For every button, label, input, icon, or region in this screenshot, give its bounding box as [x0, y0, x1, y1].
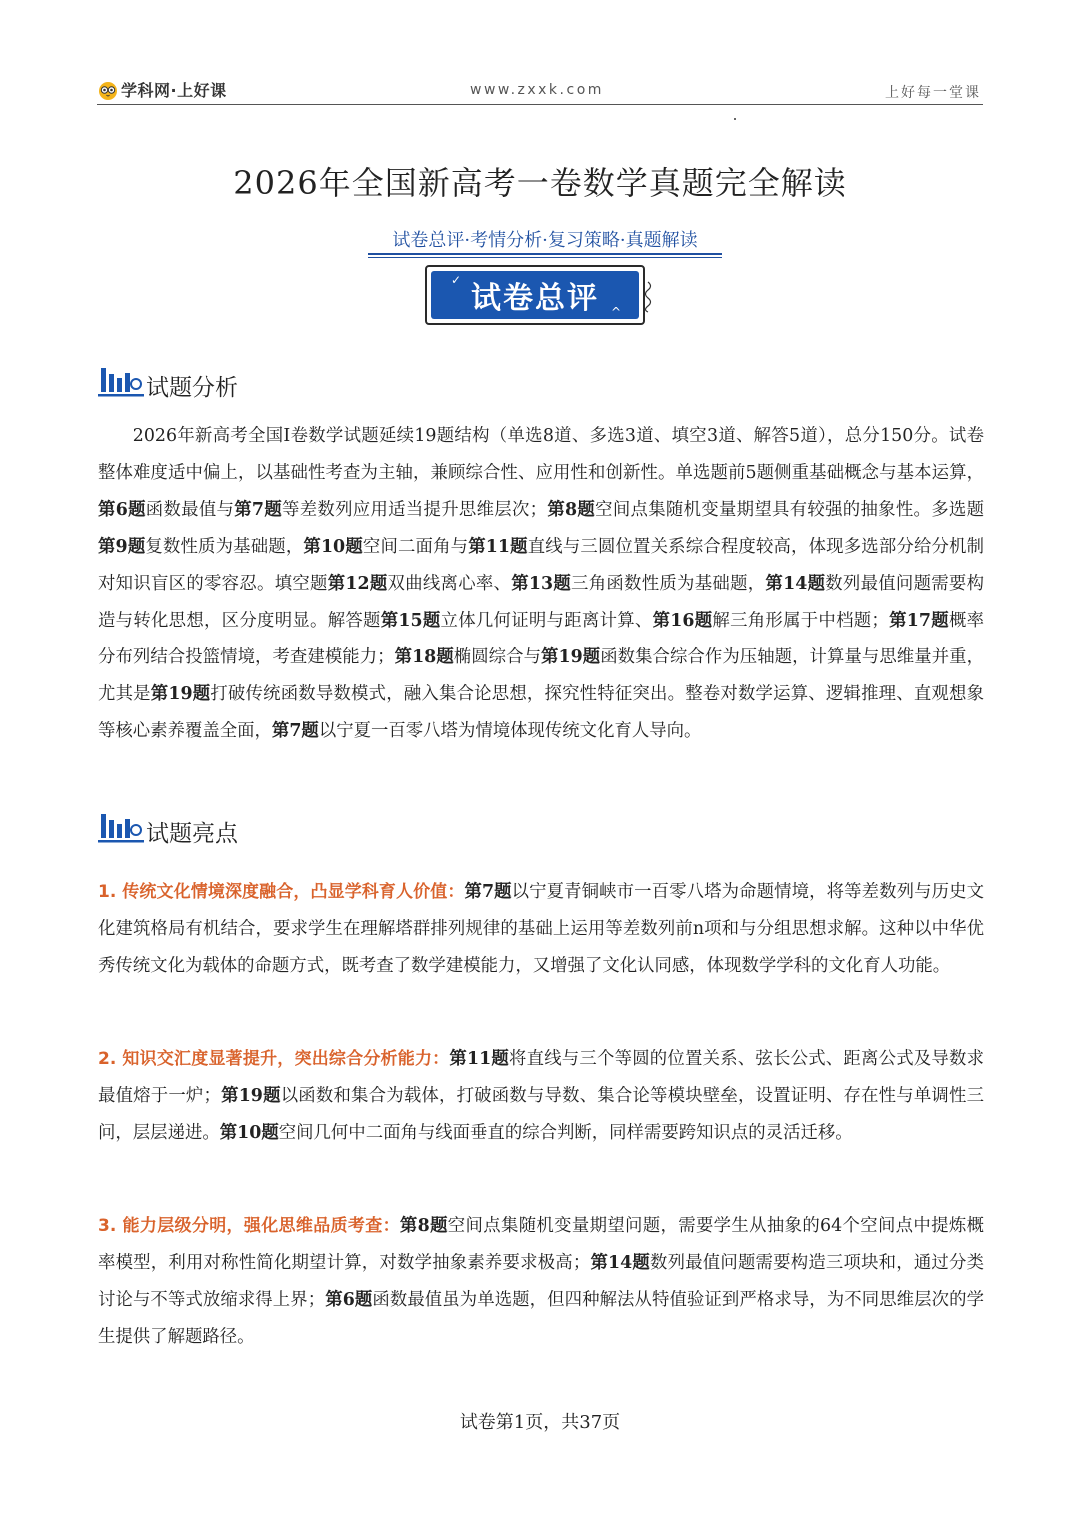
highlight-heading-2: 2. 知识交汇度显著提升，突出综合分析能力：	[98, 1049, 450, 1069]
analysis-text: 打破传统函数导数模式，融入集合论思想，探究性特征突出。整卷对数学运算、逻辑推理、直观想象等核心素养覆盖全面，	[98, 684, 984, 742]
page-number: 试卷第1页，共37页	[459, 1412, 621, 1433]
analysis-text: 双曲线离心率、	[387, 573, 512, 594]
highlight-item-1	[98, 874, 984, 985]
analysis-question-ref: 第18题	[394, 647, 454, 668]
analysis-question-ref: 第8题	[547, 499, 596, 520]
analysis-text: 直线与三圆位置关系综合程度较高，体现多选部分给分机制对知识盲区的零容忍。填空题	[98, 536, 984, 594]
highlight-text: 空间几何中二面角与线面垂直的综合判断，同样需要跨知识点的灵活迁移。	[278, 1123, 853, 1143]
section-heading-highlights	[98, 810, 238, 846]
page-header	[97, 74, 983, 105]
dot-mark	[734, 118, 736, 120]
bar-chart-icon	[98, 810, 144, 846]
badge-text: 试卷总评	[471, 281, 599, 316]
logo[interactable]	[97, 78, 227, 101]
subtitle-text: 试卷总评·考情分析·复习策略·真题解读	[392, 230, 698, 251]
bar-chart-icon	[98, 364, 144, 400]
analysis-text: 以宁夏一百零八塔为情境体现传统文化育人导向。	[318, 721, 702, 742]
analysis-question-ref: 第14题	[765, 573, 826, 594]
highlight-question-ref: 第14题	[590, 1253, 651, 1273]
analysis-text: 2026年新高考全国I卷数学试题延续19题结构（单选8道、多选3道、填空3道、解答5道），总分150分。试卷整体难度适中偏上，以基础性考查为主轴，兼顾综合性、应用性和创新性。单选题前5题侧重基础概念与基本运算，	[98, 426, 984, 483]
highlight-heading-3: 3. 能力层级分明，强化思维品质考查：	[98, 1216, 400, 1236]
highlight-item-2	[98, 1041, 984, 1152]
analysis-text: 解三角形属于中档题；	[712, 610, 889, 631]
highlight-question-ref: 第11题	[449, 1049, 509, 1069]
analysis-question-ref: 第16题	[652, 610, 713, 631]
site-url[interactable]: www.zxxk.com	[470, 82, 604, 98]
analysis-question-ref: 第15题	[380, 610, 441, 631]
highlight-heading-1: 1. 传统文化情境深度融合，凸显学科育人价值：	[98, 882, 465, 902]
analysis-question-ref: 第13题	[511, 573, 572, 594]
highlight-question-ref: 第7题	[464, 882, 512, 902]
highlight-text: 以函数和集合为载体，打破函数与导数、集合论等模块壁垒，设置证明、存在性与单调性三问，层层递进。	[98, 1086, 984, 1143]
slogan: 上好每一堂课	[885, 85, 981, 101]
analysis-text: 空间点集随机变量期望具有较强的抽象性。多选题	[595, 499, 984, 520]
highlight-text: 数列最值问题需要构造三项块和，通过分类讨论与不等式放缩求得上界；	[98, 1253, 984, 1310]
analysis-text: 复数性质为基础题，	[145, 536, 304, 557]
analysis-text: 概率分布列结合投篮情境，考查建模能力；	[98, 610, 984, 668]
section-title-highlights: 试题亮点	[146, 821, 238, 847]
analysis-question-ref: 第6题	[98, 499, 146, 520]
analysis-question-ref: 第17题	[888, 610, 949, 631]
highlight-question-ref: 第8题	[399, 1216, 448, 1236]
highlight-text: 空间点集随机变量期望问题，需要学生从抽象的64个空间点中提炼概率模型，利用对称性简化期望计算，对数学抽象素养要求极高；	[98, 1216, 984, 1273]
analysis-text: 等差数列应用适当提升思维层次；	[282, 499, 548, 520]
analysis-question-ref: 第19题	[541, 647, 601, 668]
subtitle-underline	[368, 253, 722, 255]
subtitle-underline-thin	[368, 257, 722, 258]
analysis-text: 立体几何证明与距离计算、	[440, 610, 653, 631]
highlight-question-ref: 第6题	[325, 1290, 373, 1310]
section-badge	[425, 265, 645, 325]
analysis-question-ref: 第10题	[303, 536, 363, 557]
highlight-item-3	[98, 1208, 984, 1356]
highlight-text: 将直线与三个等圆的位置关系、弦长公式、距离公式及导数求最值熔于一炉；	[98, 1049, 984, 1106]
section-title-analysis: 试题分析	[146, 375, 238, 401]
badge-inner	[431, 271, 639, 319]
highlight-text: 函数最值虽为单选题，但四种解法从特值验证到严格求导，为不同思维层次的学生提供了解题路径。	[98, 1290, 984, 1347]
analysis-paragraph	[98, 418, 984, 750]
squiggle-icon	[645, 281, 655, 313]
subtitle-link[interactable]	[368, 226, 722, 258]
highlight-question-ref: 第19题	[220, 1086, 281, 1106]
analysis-text: 数列最值问题需要构造与转化思想，区分度明显。解答题	[98, 573, 984, 631]
analysis-text: 函数最值与	[145, 499, 235, 520]
analysis-question-ref: 第9题	[98, 536, 146, 557]
analysis-question-ref: 第11题	[468, 536, 528, 557]
badge-check-icon: ✓	[451, 273, 462, 287]
analysis-question-ref: 第12题	[327, 573, 388, 594]
highlight-text: 以宁夏青铜峡市一百零八塔为命题情境，将等差数列与历史文化建筑格局有机结合，要求学生在理解塔群排列规律的基础上运用等差数列前n项和与分组思想求解。这种以中华优秀传统文化为载体的命题方式，既考查了数学建模能力，又增强了文化认同感，体现数学学科的文化育人功能。	[98, 882, 984, 976]
analysis-text: 三角函数性质为基础题，	[571, 573, 766, 594]
analysis-text: 椭圆综合与	[453, 647, 542, 668]
section-heading-analysis	[98, 364, 238, 400]
analysis-question-ref: 第19题	[150, 684, 211, 705]
logo-text: 学科网·上好课	[121, 81, 227, 100]
highlight-question-ref: 第10题	[219, 1123, 279, 1143]
analysis-text: 空间二面角与	[362, 536, 469, 557]
analysis-question-ref: 第7题	[234, 499, 283, 520]
analysis-text: 函数集合综合作为压轴题，计算量与思维量并重，尤其是	[98, 647, 984, 705]
badge-caret-icon: ^	[610, 305, 621, 319]
analysis-question-ref: 第7题	[271, 721, 319, 742]
owl-logo-icon	[97, 79, 119, 101]
document-title: 2026年全国新高考一卷数学真题完全解读	[233, 164, 847, 202]
